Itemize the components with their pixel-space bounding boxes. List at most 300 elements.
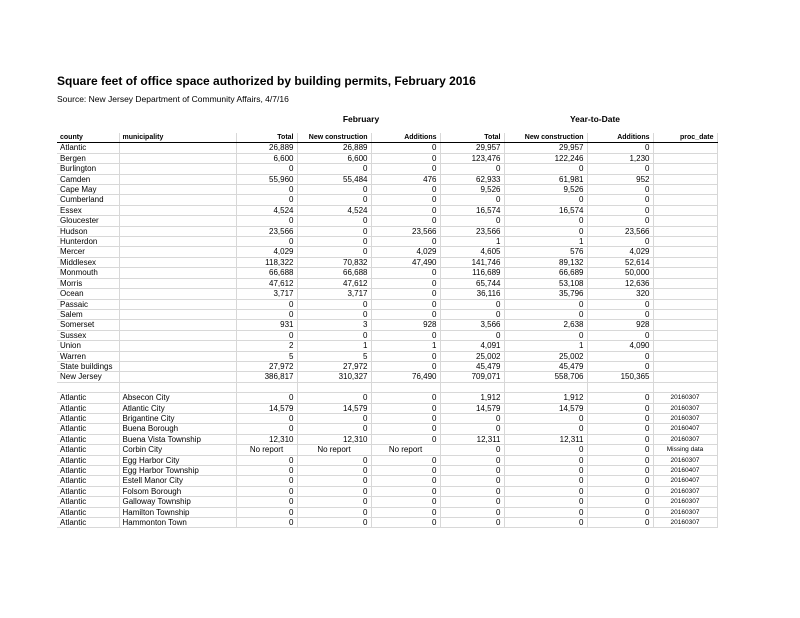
cell-feb-additions: 23,566 [371, 226, 440, 236]
cell-county: Somerset [57, 320, 119, 330]
cell-ytd-new-construction: 1 [504, 341, 587, 351]
cell-feb-new-construction: 70,832 [297, 257, 371, 267]
cell-ytd-total: 141,746 [440, 257, 504, 267]
cell-county: Hunterdon [57, 237, 119, 247]
cell-ytd-additions: 952 [587, 174, 653, 184]
table-row [57, 393, 717, 403]
report-source: Source: New Jersey Department of Community Affairs, 4/7/16 [57, 94, 289, 104]
cell-ytd-additions: 0 [587, 164, 653, 174]
cell-ytd-new-construction: 61,981 [504, 174, 587, 184]
cell-municipality: Egg Harbor Township [119, 465, 236, 475]
cell-proc-date: 20160307 [653, 486, 717, 496]
cell-feb-additions: 0 [371, 465, 440, 475]
cell-municipality [119, 216, 236, 226]
cell-feb-new-construction: 0 [297, 237, 371, 247]
cell-feb-additions: 0 [371, 330, 440, 340]
cell-feb-new-construction: 0 [297, 195, 371, 205]
cell-county: Sussex [57, 330, 119, 340]
cell-feb-new-construction: 0 [297, 455, 371, 465]
cell-county: Warren [57, 351, 119, 361]
cell-feb-additions: 0 [371, 237, 440, 247]
cell-ytd-total: 0 [440, 216, 504, 226]
cell-proc-date [653, 341, 717, 351]
cell-municipality: Buena Borough [119, 424, 236, 434]
cell-ytd-additions: 0 [587, 216, 653, 226]
cell-ytd-new-construction: 0 [504, 413, 587, 423]
cell-county: Gloucester [57, 216, 119, 226]
cell-feb-additions: 0 [371, 424, 440, 434]
cell-ytd-new-construction: 35,796 [504, 289, 587, 299]
cell-proc-date [653, 361, 717, 371]
cell-county: Middlesex [57, 257, 119, 267]
cell-ytd-new-construction: 1,912 [504, 393, 587, 403]
cell-municipality [119, 195, 236, 205]
cell-ytd-new-construction: 0 [504, 518, 587, 528]
cell-feb-additions: 0 [371, 289, 440, 299]
cell-feb-additions: 1 [371, 341, 440, 351]
cell-feb-new-construction: 0 [297, 486, 371, 496]
cell-county: Bergen [57, 153, 119, 163]
cell-ytd-additions: 0 [587, 455, 653, 465]
cell-feb-additions: 4,029 [371, 247, 440, 257]
cell-proc-date: 20160307 [653, 497, 717, 507]
cell-county: Hudson [57, 226, 119, 236]
table-row [57, 455, 717, 465]
cell-feb-total: 0 [236, 507, 297, 517]
cell-ytd-total: 36,116 [440, 289, 504, 299]
cell-feb-additions: 0 [371, 497, 440, 507]
table-row [57, 476, 717, 486]
cell-county: Ocean [57, 289, 119, 299]
cell-proc-date [653, 330, 717, 340]
cell-ytd-additions: 0 [587, 143, 653, 153]
cell-ytd-total: 0 [440, 424, 504, 434]
table-row [57, 341, 717, 351]
cell-ytd-new-construction: 0 [504, 195, 587, 205]
cell-ytd-additions: 0 [587, 309, 653, 319]
cell-ytd-total: 4,605 [440, 247, 504, 257]
cell-ytd-additions: 150,365 [587, 372, 653, 382]
header-ytd-additions: Additions [587, 133, 653, 143]
table-row [57, 226, 717, 236]
cell-ytd-additions: 320 [587, 289, 653, 299]
table-row [57, 434, 717, 444]
report-title: Square feet of office space authorized by building permits, February 2016 [57, 74, 476, 88]
cell-ytd-new-construction: 0 [504, 486, 587, 496]
cell-feb-new-construction: 0 [297, 247, 371, 257]
cell-proc-date [653, 143, 717, 153]
cell-feb-new-construction: 14,579 [297, 403, 371, 413]
cell-ytd-additions: 0 [587, 299, 653, 309]
cell-feb-total: 14,579 [236, 403, 297, 413]
cell-county: Union [57, 341, 119, 351]
cell-feb-additions: 0 [371, 434, 440, 444]
table-row [57, 257, 717, 267]
cell-proc-date: 20160307 [653, 393, 717, 403]
cell-feb-additions: 476 [371, 174, 440, 184]
cell-feb-total: 4,029 [236, 247, 297, 257]
cell-feb-additions: No report [371, 445, 440, 455]
cell-proc-date [653, 195, 717, 205]
cell-proc-date [653, 372, 717, 382]
cell-municipality: Absecon City [119, 393, 236, 403]
cell-feb-new-construction: 0 [297, 216, 371, 226]
cell-feb-new-construction: 0 [297, 226, 371, 236]
cell-feb-total: 2 [236, 341, 297, 351]
cell-county: State buildings [57, 361, 119, 371]
cell-ytd-total: 0 [440, 497, 504, 507]
cell-ytd-total: 0 [440, 299, 504, 309]
cell-feb-new-construction: 0 [297, 518, 371, 528]
cell-proc-date [653, 289, 717, 299]
cell-feb-new-construction: 0 [297, 330, 371, 340]
cell-feb-total: 47,612 [236, 278, 297, 288]
cell-ytd-total: 0 [440, 507, 504, 517]
cell-municipality: Brigantine City [119, 413, 236, 423]
cell-proc-date [653, 278, 717, 288]
cell-ytd-total: 0 [440, 164, 504, 174]
cell-municipality [119, 237, 236, 247]
cell-municipality: Egg Harbor City [119, 455, 236, 465]
table-row [57, 289, 717, 299]
cell-county: Atlantic [57, 143, 119, 153]
cell-feb-total: 0 [236, 424, 297, 434]
cell-feb-additions: 0 [371, 393, 440, 403]
cell-feb-total: 26,889 [236, 143, 297, 153]
cell-ytd-additions: 52,614 [587, 257, 653, 267]
cell-municipality [119, 164, 236, 174]
table-row [57, 237, 717, 247]
cell-ytd-total: 0 [440, 195, 504, 205]
cell-county: Monmouth [57, 268, 119, 278]
cell-ytd-total: 65,744 [440, 278, 504, 288]
cell-ytd-total: 0 [440, 465, 504, 475]
cell-feb-new-construction: 0 [297, 393, 371, 403]
cell-feb-total: 0 [236, 299, 297, 309]
cell-ytd-new-construction: 89,132 [504, 257, 587, 267]
cell-ytd-additions: 4,090 [587, 341, 653, 351]
table-row [57, 309, 717, 319]
cell-county: Essex [57, 205, 119, 215]
cell-ytd-total: 12,311 [440, 434, 504, 444]
cell-feb-additions: 0 [371, 413, 440, 423]
cell-ytd-additions: 0 [587, 195, 653, 205]
cell-ytd-additions: 0 [587, 434, 653, 444]
cell-ytd-total: 0 [440, 518, 504, 528]
cell-county: Passaic [57, 299, 119, 309]
table-row [57, 486, 717, 496]
cell-ytd-total: 0 [440, 455, 504, 465]
cell-ytd-total: 709,071 [440, 372, 504, 382]
cell-feb-new-construction: No report [297, 445, 371, 455]
cell-county: Mercer [57, 247, 119, 257]
cell-feb-additions: 0 [371, 351, 440, 361]
cell-feb-total: 0 [236, 455, 297, 465]
table-row [57, 351, 717, 361]
cell-county: Burlington [57, 164, 119, 174]
cell-feb-new-construction: 12,310 [297, 434, 371, 444]
header-ytd-total: Total [440, 133, 504, 143]
cell-feb-additions: 0 [371, 164, 440, 174]
cell-ytd-new-construction: 558,706 [504, 372, 587, 382]
cell-feb-total: No report [236, 445, 297, 455]
cell-county: Atlantic [57, 455, 119, 465]
cell-ytd-additions: 4,029 [587, 247, 653, 257]
cell-ytd-additions: 0 [587, 205, 653, 215]
cell-feb-total: 6,600 [236, 153, 297, 163]
cell-feb-additions: 0 [371, 486, 440, 496]
header-feb-total: Total [236, 133, 297, 143]
cell-proc-date: 20160307 [653, 455, 717, 465]
cell-ytd-additions: 12,636 [587, 278, 653, 288]
cell-ytd-total: 14,579 [440, 403, 504, 413]
cell-ytd-additions: 0 [587, 403, 653, 413]
ytd-group-header: Year-to-Date [569, 114, 621, 124]
cell-ytd-new-construction: 53,108 [504, 278, 587, 288]
cell-ytd-new-construction: 0 [504, 445, 587, 455]
cell-municipality: Galloway Township [119, 497, 236, 507]
cell-ytd-total: 1 [440, 237, 504, 247]
cell-municipality: Estell Manor City [119, 476, 236, 486]
table-row [57, 185, 717, 195]
cell-feb-total: 55,960 [236, 174, 297, 184]
cell-municipality: Atlantic City [119, 403, 236, 413]
cell-county: Atlantic [57, 393, 119, 403]
cell-county: Atlantic [57, 486, 119, 496]
table-row [57, 507, 717, 517]
cell-municipality [119, 205, 236, 215]
cell-feb-total: 3,717 [236, 289, 297, 299]
cell-ytd-total: 1,912 [440, 393, 504, 403]
cell-proc-date [653, 174, 717, 184]
cell-ytd-additions: 0 [587, 497, 653, 507]
table-row [57, 497, 717, 507]
cell-feb-additions: 0 [371, 476, 440, 486]
cell-ytd-total: 16,574 [440, 205, 504, 215]
cell-county: Atlantic [57, 434, 119, 444]
cell-feb-additions: 928 [371, 320, 440, 330]
header-feb-new-construction: New construction [297, 133, 371, 143]
cell-ytd-new-construction: 576 [504, 247, 587, 257]
cell-ytd-new-construction: 1 [504, 237, 587, 247]
cell-ytd-additions: 0 [587, 351, 653, 361]
cell-feb-new-construction: 66,688 [297, 268, 371, 278]
cell-ytd-total: 29,957 [440, 143, 504, 153]
cell-feb-additions: 0 [371, 268, 440, 278]
cell-proc-date: 20160307 [653, 507, 717, 517]
cell-ytd-additions: 0 [587, 393, 653, 403]
cell-feb-new-construction: 1 [297, 341, 371, 351]
cell-municipality [119, 330, 236, 340]
cell-proc-date [653, 153, 717, 163]
cell-feb-additions: 0 [371, 185, 440, 195]
cell-feb-additions: 0 [371, 278, 440, 288]
cell-county: Atlantic [57, 497, 119, 507]
cell-feb-new-construction: 0 [297, 164, 371, 174]
cell-feb-total: 0 [236, 330, 297, 340]
cell-proc-date [653, 351, 717, 361]
table-row [57, 268, 717, 278]
table-row [57, 330, 717, 340]
header-proc-date: proc_date [653, 133, 717, 143]
cell-county: Atlantic [57, 403, 119, 413]
cell-municipality: Hamilton Township [119, 507, 236, 517]
table-row [57, 445, 717, 455]
cell-proc-date [653, 226, 717, 236]
header-ytd-new-construction: New construction [504, 133, 587, 143]
cell-proc-date [653, 320, 717, 330]
cell-proc-date: 20160407 [653, 476, 717, 486]
cell-municipality: Hammonton Town [119, 518, 236, 528]
cell-ytd-total: 0 [440, 476, 504, 486]
cell-feb-new-construction: 3,717 [297, 289, 371, 299]
table-row [57, 361, 717, 371]
cell-feb-new-construction: 3 [297, 320, 371, 330]
cell-ytd-total: 0 [440, 413, 504, 423]
cell-feb-new-construction: 0 [297, 476, 371, 486]
cell-ytd-additions: 23,566 [587, 226, 653, 236]
cell-proc-date [653, 299, 717, 309]
cell-ytd-new-construction: 0 [504, 497, 587, 507]
table-row [57, 247, 717, 257]
cell-ytd-additions: 0 [587, 424, 653, 434]
cell-county: Atlantic [57, 507, 119, 517]
cell-ytd-additions: 0 [587, 185, 653, 195]
cell-ytd-additions: 0 [587, 507, 653, 517]
cell-ytd-new-construction: 0 [504, 299, 587, 309]
cell-ytd-additions: 0 [587, 361, 653, 371]
cell-ytd-new-construction: 122,246 [504, 153, 587, 163]
cell-county: Atlantic [57, 445, 119, 455]
cell-feb-additions: 0 [371, 143, 440, 153]
cell-ytd-total: 62,933 [440, 174, 504, 184]
table-row [57, 518, 717, 528]
table-row [57, 174, 717, 184]
cell-feb-total: 5 [236, 351, 297, 361]
cell-ytd-new-construction: 0 [504, 507, 587, 517]
cell-feb-total: 931 [236, 320, 297, 330]
cell-feb-new-construction: 0 [297, 299, 371, 309]
cell-proc-date: 20160407 [653, 424, 717, 434]
cell-feb-additions: 0 [371, 309, 440, 319]
cell-municipality [119, 299, 236, 309]
cell-proc-date [653, 309, 717, 319]
cell-proc-date: 20160307 [653, 413, 717, 423]
table-row [57, 143, 717, 153]
cell-municipality [119, 320, 236, 330]
cell-municipality [119, 278, 236, 288]
cell-ytd-additions: 0 [587, 518, 653, 528]
cell-feb-new-construction: 0 [297, 309, 371, 319]
cell-feb-new-construction: 0 [297, 185, 371, 195]
cell-proc-date [653, 237, 717, 247]
cell-ytd-new-construction: 0 [504, 465, 587, 475]
cell-proc-date: 20160307 [653, 403, 717, 413]
cell-county: Atlantic [57, 465, 119, 475]
cell-ytd-additions: 0 [587, 330, 653, 340]
table-row [57, 424, 717, 434]
cell-municipality [119, 361, 236, 371]
table-row [57, 278, 717, 288]
table-row [57, 205, 717, 215]
cell-feb-total: 0 [236, 195, 297, 205]
cell-feb-additions: 0 [371, 518, 440, 528]
table-row [57, 216, 717, 226]
cell-proc-date: 20160307 [653, 518, 717, 528]
cell-proc-date [653, 205, 717, 215]
cell-proc-date: 20160307 [653, 434, 717, 444]
table-row [57, 403, 717, 413]
table-row [57, 413, 717, 423]
cell-ytd-new-construction: 0 [504, 226, 587, 236]
cell-municipality [119, 351, 236, 361]
cell-proc-date: Missing data [653, 445, 717, 455]
cell-feb-total: 0 [236, 185, 297, 195]
cell-county: Cape May [57, 185, 119, 195]
table-row [57, 320, 717, 330]
cell-municipality: Corbin City [119, 445, 236, 455]
cell-ytd-additions: 0 [587, 486, 653, 496]
cell-feb-new-construction: 26,889 [297, 143, 371, 153]
cell-ytd-additions: 50,000 [587, 268, 653, 278]
cell-feb-additions: 0 [371, 361, 440, 371]
cell-feb-additions: 0 [371, 195, 440, 205]
header-feb-additions: Additions [371, 133, 440, 143]
column-header-row [57, 133, 717, 143]
cell-proc-date [653, 185, 717, 195]
cell-feb-additions: 0 [371, 216, 440, 226]
cell-ytd-new-construction: 45,479 [504, 361, 587, 371]
cell-feb-total: 0 [236, 486, 297, 496]
cell-proc-date [653, 216, 717, 226]
cell-municipality [119, 226, 236, 236]
cell-municipality [119, 289, 236, 299]
cell-feb-total: 23,566 [236, 226, 297, 236]
cell-county: Camden [57, 174, 119, 184]
cell-feb-total: 0 [236, 497, 297, 507]
cell-feb-additions: 0 [371, 403, 440, 413]
cell-feb-total: 12,310 [236, 434, 297, 444]
cell-feb-total: 0 [236, 237, 297, 247]
cell-county: Atlantic [57, 476, 119, 486]
cell-feb-total: 118,322 [236, 257, 297, 267]
cell-municipality [119, 247, 236, 257]
table-row [57, 195, 717, 205]
cell-ytd-new-construction: 0 [504, 424, 587, 434]
cell-ytd-total: 23,566 [440, 226, 504, 236]
blank-spacer [57, 382, 717, 392]
cell-county: Salem [57, 309, 119, 319]
cell-feb-total: 0 [236, 309, 297, 319]
cell-feb-additions: 0 [371, 153, 440, 163]
cell-municipality [119, 174, 236, 184]
cell-municipality: Buena Vista Township [119, 434, 236, 444]
cell-feb-new-construction: 310,327 [297, 372, 371, 382]
cell-ytd-additions: 0 [587, 476, 653, 486]
cell-county: New Jersey [57, 372, 119, 382]
cell-feb-additions: 0 [371, 205, 440, 215]
cell-ytd-additions: 0 [587, 413, 653, 423]
cell-feb-new-construction: 6,600 [297, 153, 371, 163]
cell-ytd-new-construction: 0 [504, 476, 587, 486]
cell-feb-total: 0 [236, 465, 297, 475]
cell-ytd-total: 116,689 [440, 268, 504, 278]
cell-ytd-new-construction: 14,579 [504, 403, 587, 413]
cell-feb-new-construction: 0 [297, 497, 371, 507]
cell-county: Morris [57, 278, 119, 288]
cell-county: Atlantic [57, 424, 119, 434]
cell-feb-new-construction: 0 [297, 424, 371, 434]
